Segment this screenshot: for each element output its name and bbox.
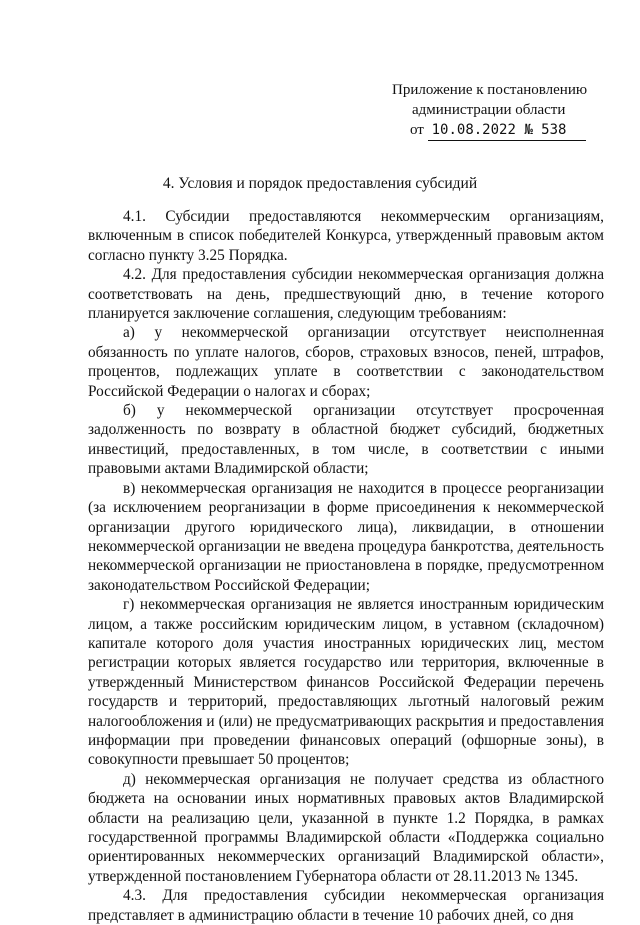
registration-stamp: 10.08.2022 № 538 xyxy=(428,120,587,141)
paragraph-4-3: 4.3. Для предоставления субсидии некоммерческая организация представляет в администрацию области в течение 10 рабочих дней, со дня xyxy=(88,887,604,924)
paragraph-item-d: д) некоммерческая организация не получает средства из областного бюджета на основании иных нормативных правовых актов Владимирской области на реализацию цели, указанной в пункте 1.2 Порядка, в рамках государственной программы Владимирской области «Поддержка социально ориентированных некоммерческих организаций Владимирской области», утвержденной постановлением Губернатора области от 28.11.2013 № 1345. xyxy=(88,770,604,885)
paragraph-item-b: б) у некоммерческой организации отсутствует просроченная задолженность по возврату в областной бюджет субсидий, бюджетных инвестиций, предоставленных, в том числе, в соответствии с иными правовыми актами Владимирской области; xyxy=(88,402,604,478)
appendix-date-line xyxy=(410,120,612,141)
paragraph-item-g: г) некоммерческая организация не является иностранным юридическим лицом, а также российским юридическим лицом, в уставном (складочном) капитале которого доля участия иностранных юридических лиц, местом регистрации которых является государство или территория, включенные в утвержденный Министерством финансов Российской Федерации перечень государств и территорий, предоставляющих льготный налоговый режим налогообложения и (или) не предусматривающих раскрытия и предоставления информации при проведении финансовых операций (офшорные зоны), в совокупности превышает 50 процентов; xyxy=(88,596,604,769)
paragraph-item-a: а) у некоммерческой организации отсутствует неисполненная обязанность по уплате налогов, сборов, страховых взносов, пеней, штрафов, процентов, подлежащих уплате в соответствии с законодательством Российской Федерации о налогах и сборах; xyxy=(88,324,604,400)
paragraph-4-1: 4.1. Субсидии предоставляются некоммерческим организациям, включенным в список победителей Конкурса, утвержденный правовым актом согласно пункту 3.25 Порядка. xyxy=(88,208,604,264)
paragraph-item-v: в) некоммерческая организация не находится в процессе реорганизации (за исключением реорганизации в форме присоединения к некоммерческой организации другого юридического лица), ликвидации, в отношении некоммерческой организации не введена процедура банкротства, деятельность некоммерческой организации не приостановлена в порядке, предусмотренном законодательством Российской Федерации; xyxy=(88,479,604,594)
appendix-date-prefix: от xyxy=(410,122,424,138)
paragraph-4-2: 4.2. Для предоставления субсидии некоммерческая организация должна соответствовать на день, предшествующий дню, в течение которого планируется заключение соглашения, следующим требованиям: xyxy=(88,266,604,323)
appendix-line-2: администрации области xyxy=(412,102,566,118)
appendix-line-1: Приложение к постановлению xyxy=(392,82,588,98)
appendix-header xyxy=(392,80,612,141)
section-title: 4. Условия и порядок предоставления субсидий xyxy=(162,175,478,192)
document-body xyxy=(88,207,604,925)
